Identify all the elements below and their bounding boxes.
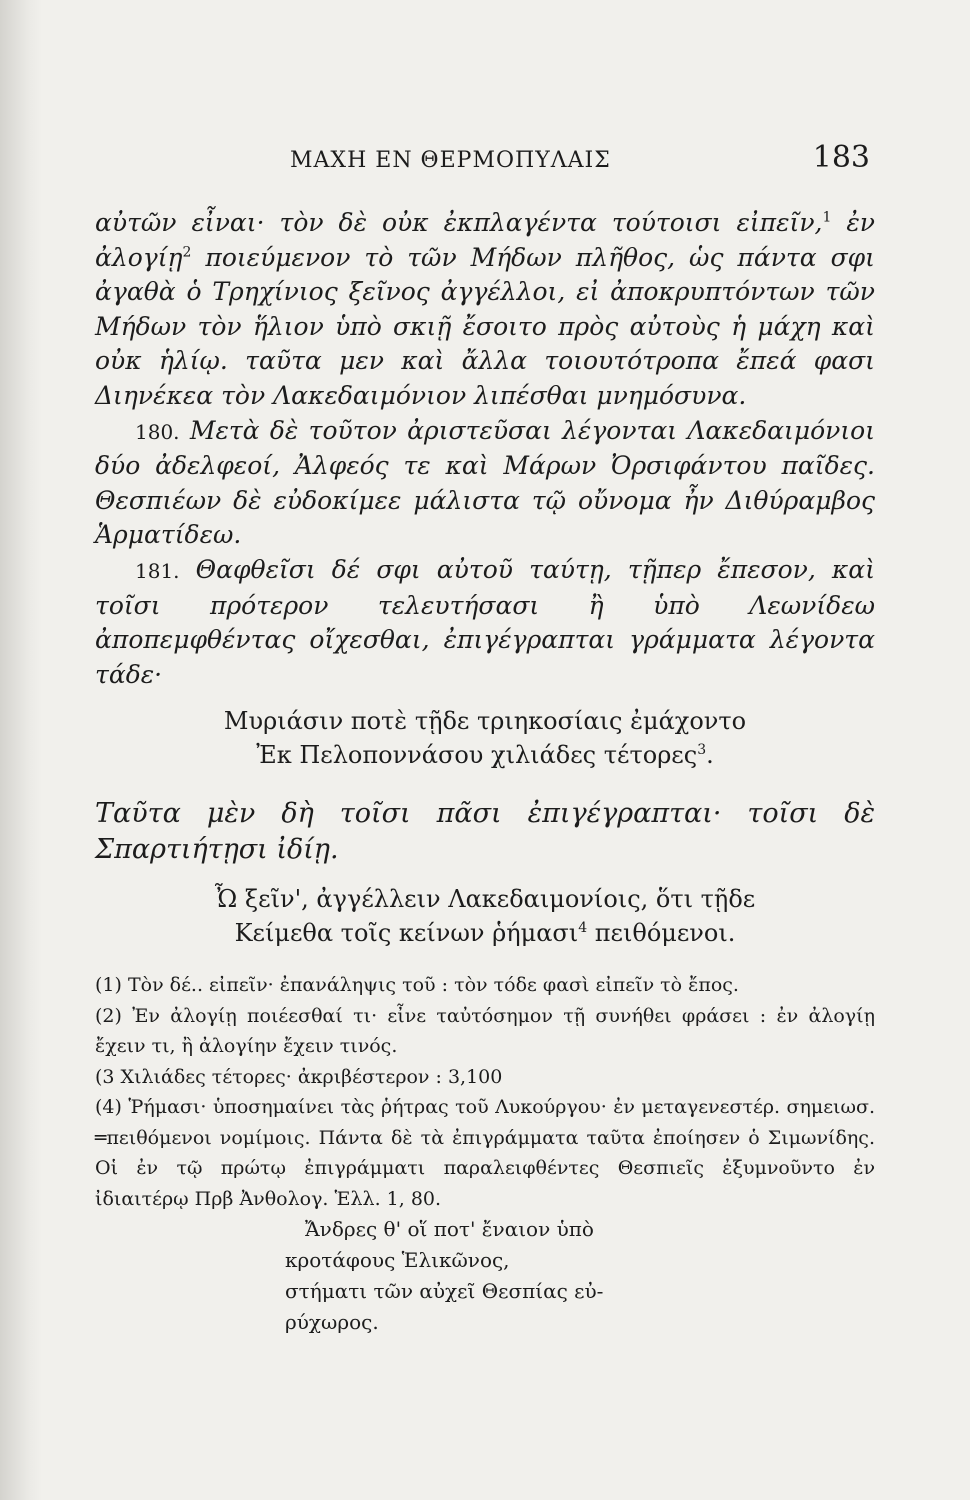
footnote-3: (3 Χιλιάδες τέτορες· ἀκριβέστερον : 3,100 [95,1065,503,1088]
footnote-verse-line: Ἄνδρες θ' οἵ ποτ' ἔναιον ὑπὸ [305,1217,594,1242]
paragraph-180 [95,414,875,553]
footnote-ref-4: 4 [578,920,588,937]
epigram-line-4 [95,916,875,950]
paragraph-179-end [95,206,875,414]
section-number: 180. [135,419,180,444]
text-run: Μετὰ δὲ τοῦτον ἀριστεῦσαι λέγονται Λακεδαιμόνιοι δύο ἀδελφεοί, Ἀλφεός τε καὶ Μάρων Ὀρσιφάντου παῖδες. Θεσπιέων δὲ εὐδοκίμεε μάλιστα τῷ οὔνομα ἦν Διθύραμβος Ἁρματίδεω. [95,415,875,550]
text-run: Κείμεθα τοῖς κείνων ῥήμασι [234,919,579,948]
footnote-1: (1) Τὸν δέ.. εἰπεῖν· ἐπανάληψις τοῦ : τὸν τόδε φασὶ εἰπεῖν τὸ ἔπος. [95,974,739,997]
paragraph-181 [95,553,875,692]
footnote-verse-line: ρύχωρος. [285,1310,379,1335]
page-gutter-shadow [0,0,42,1500]
page-header [95,140,875,192]
text-run: ἐν ἀλογίῃ [95,208,875,272]
epigram-line-1: Μυριάσιν ποτὲ τῇδε τριηκοσίαις ἐμάχοντο [223,707,747,736]
page-number: 183 [812,140,870,175]
text-run: Θαφθεῖσι δέ σφι αὐτοῦ ταύτῃ, τῇπερ ἔπεσον, καὶ τοῖσι πρότερον τελευτήσασι ἢ ὑπὸ Λεωνίδεω ἀποπεμφθέντας οἴχεσθαι, ἐπιγέγραπται γράμματα λέγοντα τάδε· [95,554,875,689]
text-run: πειθόμενοι. [587,919,736,948]
footnote-ref-2: 2 [182,244,192,261]
epigram-line-3: Ὦ ξεῖν', ἀγγέλλειν Λακεδαιμονίοις, ὅτι τῇδε [214,885,756,914]
running-title: ΜΑΧΗ ΕΝ ΘΕΡΜΟΠΥΛΑΙΣ [290,148,611,173]
footnote-2: (2) Ἐν ἀλογίῃ ποιέεσθαί τι· εἶνε ταὐτόσημον τῇ συνήθει φράσει : ἐν ἀλογίῃ ἔχειν τι, ἢ ἀλογίην ἔχειν τινός. [95,1004,875,1058]
footnote-4: (4) Ῥήμασι· ὑποσημαίνει τὰς ῥήτρας τοῦ Λυκούργου· ἐν μεταγενεστέρ. σημειωσ. ═πειθόμενοι νομίμοις. Πάντα δὲ τὰ ἐπιγράμματα ταῦτα ἐποίησεν ὁ Σιμωνίδης. Οἱ ἐν τῷ πρώτῳ ἐπιγράμματι παραλειφθέντες Θεσπιεῖς ἐξυμνοῦντο ἐν ἰδιαιτέρῳ Πρβ Ἀνθολογ. Ἑλλ. 1, 80. [95,1096,875,1210]
epigram-line-2: Ἐκ Πελοποννάσου χιλιάδες τέτορες$^3$. [256,741,714,770]
footnote-verse-line: στήματι τῶν αὐχεῖ Θεσπίας εὐ- [285,1279,604,1304]
text-run: ποιεύμενον τὸ τῶν Μήδων πλῆθος, ὡς πάντα σφι ἀγαθὰ ὁ Τρηχίνιος ξεῖνος ἀγγέλλοι, εἰ ἀποκρυπτόντων τῶν Μήδων τὸν ἥλιον ὑπὸ σκιῇ ἔσοιτο πρὸς αὐτοὺς ἡ μάχη καὶ οὐκ ἡλίῳ. ταῦτα μεν καὶ ἄλλα τοιουτότροπα ἔπεά φασι Διηνέκεα τὸν Λακεδαιμόνιον λιπέσθαι μνημόσυνα. [95,242,875,410]
text-run: αὐτῶν εἶναι· τὸν δὲ οὐκ ἐκπλαγέντα τούτοισι εἰπεῖν, [95,208,823,237]
paragraph-spartans: Ταῦτα μὲν δὴ τοῖσι πᾶσι ἐπιγέγραπται· τοῖσι δὲ Σπαρτιήτῃσι ἰδίῃ. [95,798,875,866]
book-page [95,140,875,1338]
footnotes [95,970,875,1338]
footnote-ref-3: 3 [697,742,707,759]
footnote-verse-line: κροτάφους Ἑλικῶνος, [285,1248,510,1273]
text-run: Ἐκ Πελοποννάσου χιλιάδες τέτορες [256,741,698,770]
footnote-ref-1: 1 [822,209,832,226]
section-number: 181. [135,558,180,583]
